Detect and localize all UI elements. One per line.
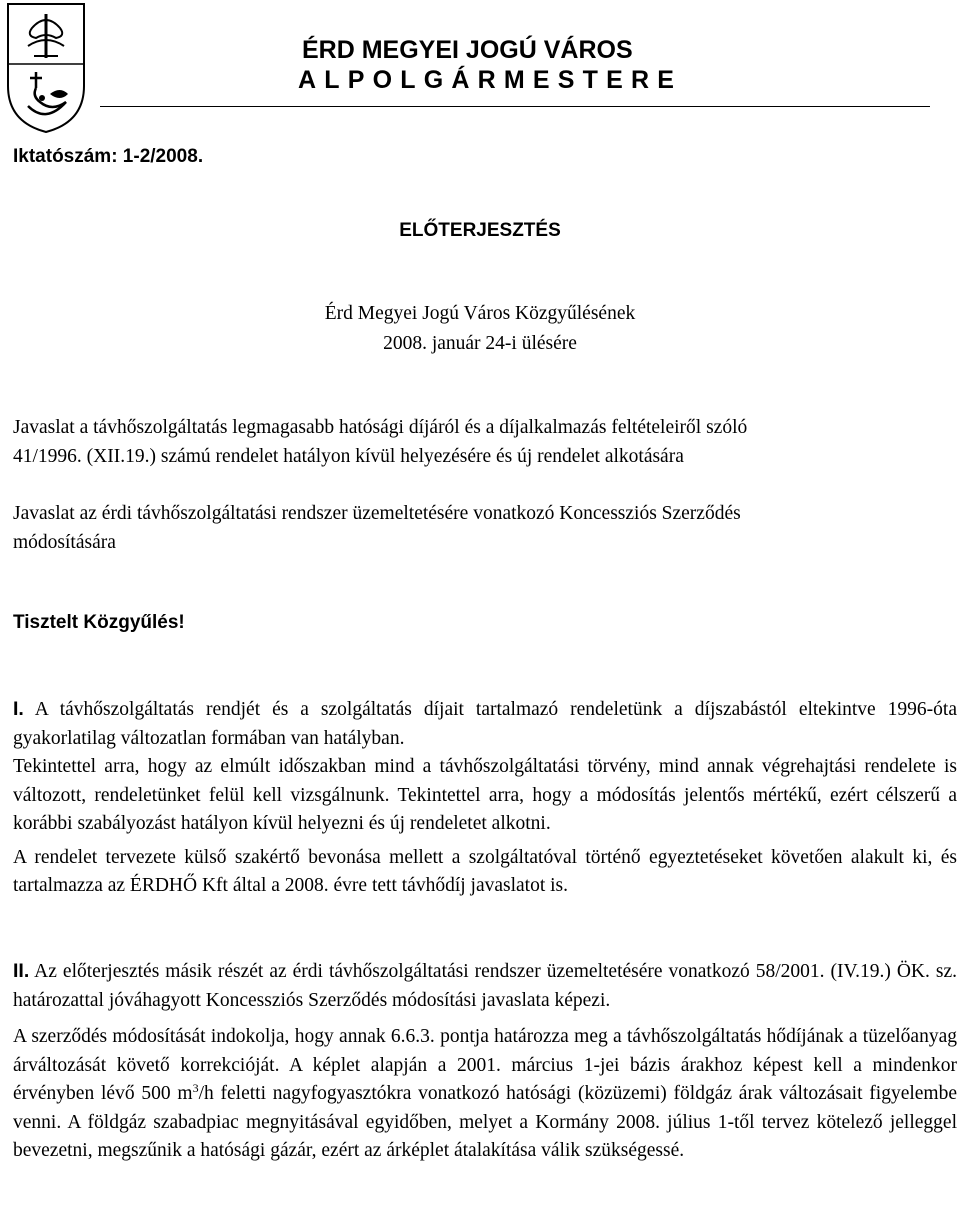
proposal-1-line2: 41/1996. (XII.19.) számú rendelet hatályon kívül helyezésére és új rendelet alkotására [13,445,684,467]
proposal-1-line1: Javaslat a távhőszolgáltatás legmagasabb hatósági díjáról és a díjalkalmazás feltételeiről szóló [13,417,748,438]
header-subtitle: ALPOLGÁRMESTERE [298,66,683,94]
section-1-paragraph-3: A rendelet tervezete külső szakértő bevonása mellett a szolgáltatóval történő egyeztetéseket követően alakult ki, és tartalmazza az ÉRDHŐ Kft által a 2008. évre tett távhődíj javaslatot is. [13,846,957,896]
proposal-2 [13,500,957,557]
section-2-number: II. [13,960,30,982]
reference-number: Iktatószám: 1-2/2008. [13,146,204,167]
city-crest-icon [6,2,86,134]
section-2-paragraph-1: II. Az előterjesztés másik részét az érdi távhőszolgáltatási rendszer üzemeltetésére vonatkozó 58/2001. (IV.19.) ÖK. sz. határozattal jóváhagyott Koncessziós Szerződés módosítási javaslata képezi. [13,960,957,1011]
section-2 [13,957,957,1166]
section-2-paragraph-2: A szerződés módosítását indokolja, hogy annak 6.6.3. pontja határozza meg a távhőszolgáltatás hődíjának a tüzelőanyag árváltozását követő korrekcióját. A képlet alapján a 2001. március 1-jei bázis árakhoz képest kell a mindenkor érvényben lévő 500 $m^3/h$ feletti nagyfogyasztókra vonatkozó hatósági (közüzemi) földgáz árak változásait figyelembe venni. A földgáz szabadpiac megnyitásával egyidőben, melyet a Kormány 2008. július 1-től tervez kötelező jelleggel bevezetni, megszűnik a hatósági gázár, ezért az árképlet átalakítása válik szükségessé. [13,1026,958,1161]
proposal-2-line2: módosítására [13,531,116,553]
header-rule [100,106,930,107]
addressee-line2: 2008. január 24-i ülésére [383,333,577,354]
addressee-line1: Érd Megyei Jogú Város Közgyűlésének [324,303,636,324]
section-1-paragraph-2: Tekintettel arra, hogy az elmúlt időszakban mind a távhőszolgáltatási törvény, mind annak végrehajtási rendelete is változott, rendeletünket felül kell vizsgálnunk. Tekintettel arra, hogy a módosítás jelentős mértékű, ezért célszerű a korábbi szabályozást hatályon kívül helyezni és új rendeletet alkotni. [13,756,957,834]
proposal-1 [13,414,957,471]
section-1 [13,695,957,901]
section-1-paragraph-1: I. A távhőszolgáltatás rendjét és a szolgáltatás díjait tartalmazó rendeletünk a díjszabástól eltekintve 1996-óta gyakorlatilag változatlan formában van hatályban. [13,698,957,749]
proposal-2-line1: Javaslat az érdi távhőszolgáltatási rendszer üzemeltetésére vonatkozó Koncessziós Szerződés [13,503,741,524]
header-title: ÉRD MEGYEI JOGÚ VÁROS [302,36,633,64]
document-title: ELŐTERJESZTÉS [399,220,561,241]
greeting: Tisztelt Közgyűlés! [13,612,185,633]
section-1-number: I. [13,698,24,720]
